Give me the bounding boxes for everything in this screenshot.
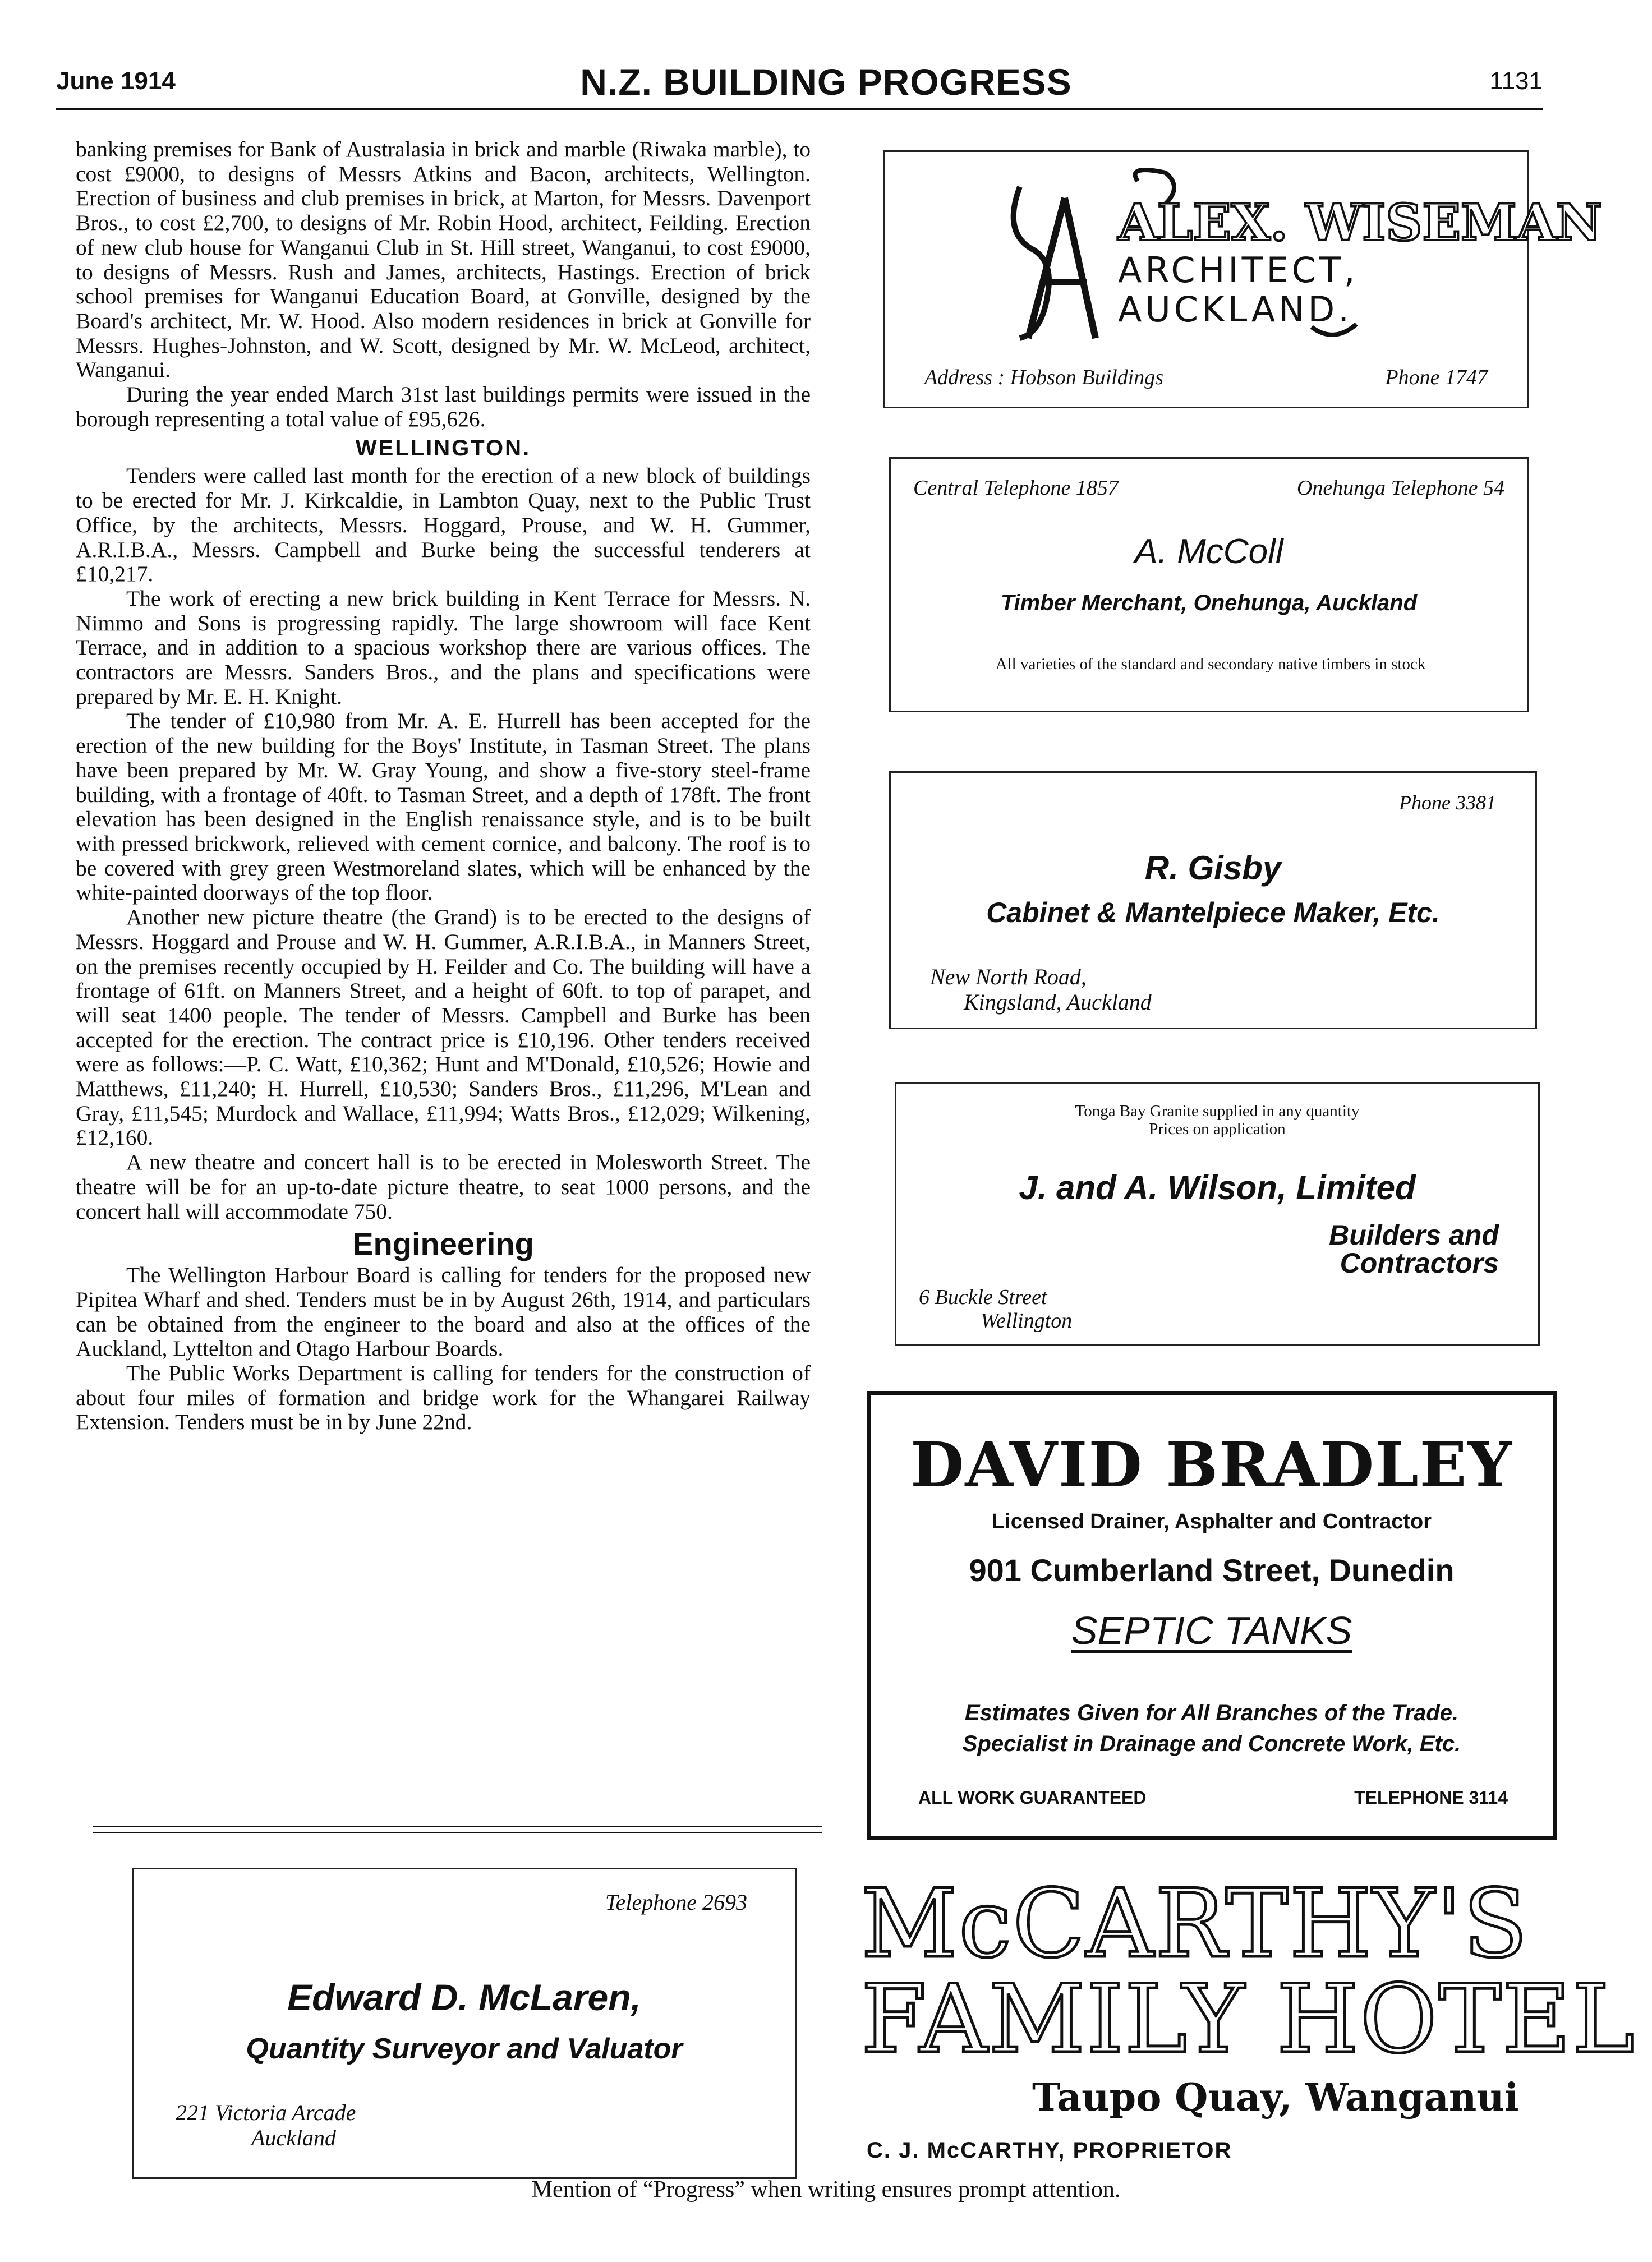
bradley-telephone: TELEPHONE 3114 — [1354, 1788, 1508, 1808]
mccarthy-title-line1: McCARTHY'S — [861, 1869, 1529, 1979]
bradley-subtitle: Licensed Drainer, Asphalter and Contractor — [991, 1510, 1432, 1533]
wiseman-logo — [997, 164, 1602, 349]
gisby-subtitle: Cabinet & Mantelpiece Maker, Etc. — [986, 897, 1440, 928]
wilson-address-line1: 6 Buckle Street — [919, 1286, 1047, 1309]
ad-ja-wilson — [895, 1082, 1540, 1346]
article-paragraph: Tenders were called last month for the erection of a new block of buildings to be erected for Mr. J. Kirkcaldie, in Lambton Quay, next to the Public Trust Office, by the architects, Messrs. Hoggard, Prouse, and W. H. Gummer, A.R.I.B.A., Messrs. Campbell and Burke being the successful tenderers at £10,217. — [76, 463, 811, 587]
journal-title: N.Z. BUILDING PROGRESS — [580, 61, 1072, 103]
article-paragraph: The tender of £10,980 from Mr. A. E. Hurrell has been accepted for the erection of the new building for the Boys' Institute, in Tasman Street. The plans have been prepared by Mr. W. Gray Young, and show a five-story steel-frame building, with a frontage of 40ft. to Tasman Street, and a depth of 178ft. The front elevation has been designed in the English renaissance style, and is to be built with pressed brickwork, relieved with cement cornice, and balcony. The roof is to be covered with grey green Westmoreland slates, which will be enhanced by the white-painted doorways of the top floor. — [76, 708, 811, 905]
bradley-service: SEPTIC TANKS — [1071, 1609, 1352, 1652]
mclaren-name: Edward D. McLaren, — [287, 1977, 641, 2018]
wilson-subtitle-line1: Builders and — [1329, 1219, 1499, 1251]
article-paragraph: banking premises for Bank of Australasia in brick and marble (Riwaka marble), to cost £9000, to designs of Messrs Atkins and Bacon, architects, Wellington. Erection of business and club premises in brick, at Marton, for Messrs. Davenport Bros., to cost £2,700, to designs of Mr. Robin Hood, architect, Feilding. Erection of new club house for Wanganui Club in St. Hill street, Wanganui, to cost £9000, to designs of Messrs. Rush and James, architects, Hastings. Erection of brick school premises for Wanganui Education Board, at Gonville, designed by the Board's architect, Mr. W. Hood. Also modern residences in brick at Gonville for Messrs. Hughes-Johnston, and W. Scott, designed by Mr. W. McLeod, architect, Wanganui. — [76, 137, 811, 383]
ad-david-bradley — [867, 1391, 1557, 1840]
ad-alex-wiseman — [883, 150, 1602, 408]
gisby-phone: Phone 3381 — [1399, 791, 1496, 814]
mccoll-onehunga-telephone: Onehunga Telephone 54 — [1296, 476, 1504, 500]
bradley-guarantee: ALL WORK GUARANTEED — [918, 1788, 1147, 1808]
mccoll-subtitle: Timber Merchant, Onehunga, Auckland — [1000, 591, 1418, 615]
column-end-rule — [93, 1826, 822, 1827]
ad-r-gisby — [889, 771, 1537, 1029]
mccarthy-title-line2: FAMILY HOTEL — [861, 1964, 1636, 2074]
wilson-subtitle-line2: Contractors — [1340, 1247, 1499, 1279]
gisby-name: R. Gisby — [1144, 849, 1282, 887]
page-number: 1131 — [1489, 67, 1543, 95]
mclaren-telephone: Telephone 2693 — [605, 1890, 747, 1915]
article-paragraph: The Public Works Department is calling for tenders for the construction of about four miles of formation and bridge work for the Whangarei Railway Extension. Tenders must be in by June 22nd. — [76, 1361, 811, 1435]
wiseman-phone: Phone 1747 — [1385, 366, 1488, 389]
wiseman-logo-name: ALEX. WISEMAN — [1118, 193, 1602, 252]
mccoll-name: A. McColl — [1134, 532, 1283, 571]
bradley-specialist: Specialist in Drainage and Concrete Work, Etc. — [962, 1731, 1461, 1756]
article-paragraph: The Wellington Harbour Board is calling for tenders for the proposed new Pipitea Wharf and shed. Tenders must be in by August 26th, 1914, and particulars can be obtained from the engineer to the board and also at the offices of the Auckland, Lyttelton and Otago Harbour Boards. — [76, 1263, 811, 1361]
article-paragraph: Another new picture theatre (the Grand) is to be erected to the designs of Messrs. Hoggard and Prouse and W. H. Gummer, A.R.I.B.A., in Manners Street, on the premises recently occupied by H. Feilder and Co. The building will have a frontage of 61ft. on Manners Street, and a height of 60ft. to top of parapet, and will seat 1400 people. The tender of Messrs. Campbell and Burke has been accepted for the erection. The contract price is £10,196. Other tenders received were as follows:—P. C. Watt, £10,362; Hunt and M'Donald, £10,526; Howie and Matthews, £11,240; H. Hurrell, £10,530; Sanders Bros., £11,296, M'Lean and Gray, £11,545; Murdock and Wallace, £11,994; Watts Bros., £12,029; Wilkening, £12,160. — [76, 905, 811, 1150]
gisby-address-line1: New North Road, — [930, 964, 1087, 989]
wilson-note-granite: Tonga Bay Granite supplied in any quantity — [1075, 1102, 1360, 1120]
ad-a-mccoll — [889, 457, 1529, 712]
issue-date: June 1914 — [56, 67, 176, 95]
gisby-address-line2: Kingsland, Auckland — [964, 989, 1152, 1015]
page-footer-note: Mention of “Progress” when writing ensures prompt attention. — [531, 2177, 1121, 2203]
bradley-name: DAVID BRADLEY — [910, 1429, 1513, 1501]
mccarthy-location: Taupo Quay, Wanganui — [1032, 2075, 1519, 2120]
wiseman-logo-city: AUCKLAND. — [1118, 289, 1352, 330]
wiseman-logo-profession: ARCHITECT, — [1118, 250, 1359, 291]
mccarthy-proprietor: C. J. McCARTHY, PROPRIETOR — [867, 2138, 1232, 2163]
wilson-name: J. and A. Wilson, Limited — [1019, 1169, 1416, 1206]
bradley-estimates: Estimates Given for All Branches of the Trade. — [964, 1701, 1459, 1725]
bradley-address: 901 Cumberland Street, Dunedin — [969, 1552, 1455, 1588]
section-heading-wellington: WELLINGTON. — [355, 436, 531, 461]
mccoll-central-telephone: Central Telephone 1857 — [913, 476, 1119, 500]
mclaren-address-line2: Auckland — [251, 2125, 337, 2150]
article-paragraph: A new theatre and concert hall is to be erected in Molesworth Street. The theatre will be for an up-to-date picture theatre, to seat 1000 persons, and the concert hall will accommodate 750. — [76, 1150, 811, 1224]
wiseman-address: Address : Hobson Buildings — [924, 366, 1164, 389]
article-paragraph: The work of erecting a new brick building in Kent Terrace for Messrs. N. Nimmo and Sons is progressing rapidly. The large showroom will face Kent Terrace, and in addition to a spacious workshop there are various offices. The contractors are Messrs. Sanders Bros., and the plans and specifications were prepared by Mr. E. H. Knight. — [76, 586, 811, 709]
wilson-note-prices: Prices on application — [1149, 1120, 1286, 1138]
article-column — [76, 137, 811, 1435]
section-heading-engineering: Engineering — [352, 1226, 534, 1262]
mclaren-subtitle: Quantity Surveyor and Valuator — [246, 2033, 683, 2065]
mccoll-note: All varieties of the standard and secondary native timbers in stock — [995, 655, 1426, 673]
column-end-rule — [93, 1832, 822, 1833]
wilson-address-line2: Wellington — [981, 1309, 1073, 1333]
article-paragraph: During the year ended March 31st last buildings permits were issued in the borough representing a total value of £95,626. — [76, 382, 811, 431]
ad-edward-mclaren — [132, 1868, 797, 2179]
mclaren-address-line1: 221 Victoria Arcade — [176, 2100, 356, 2125]
header-rule — [56, 108, 1543, 110]
